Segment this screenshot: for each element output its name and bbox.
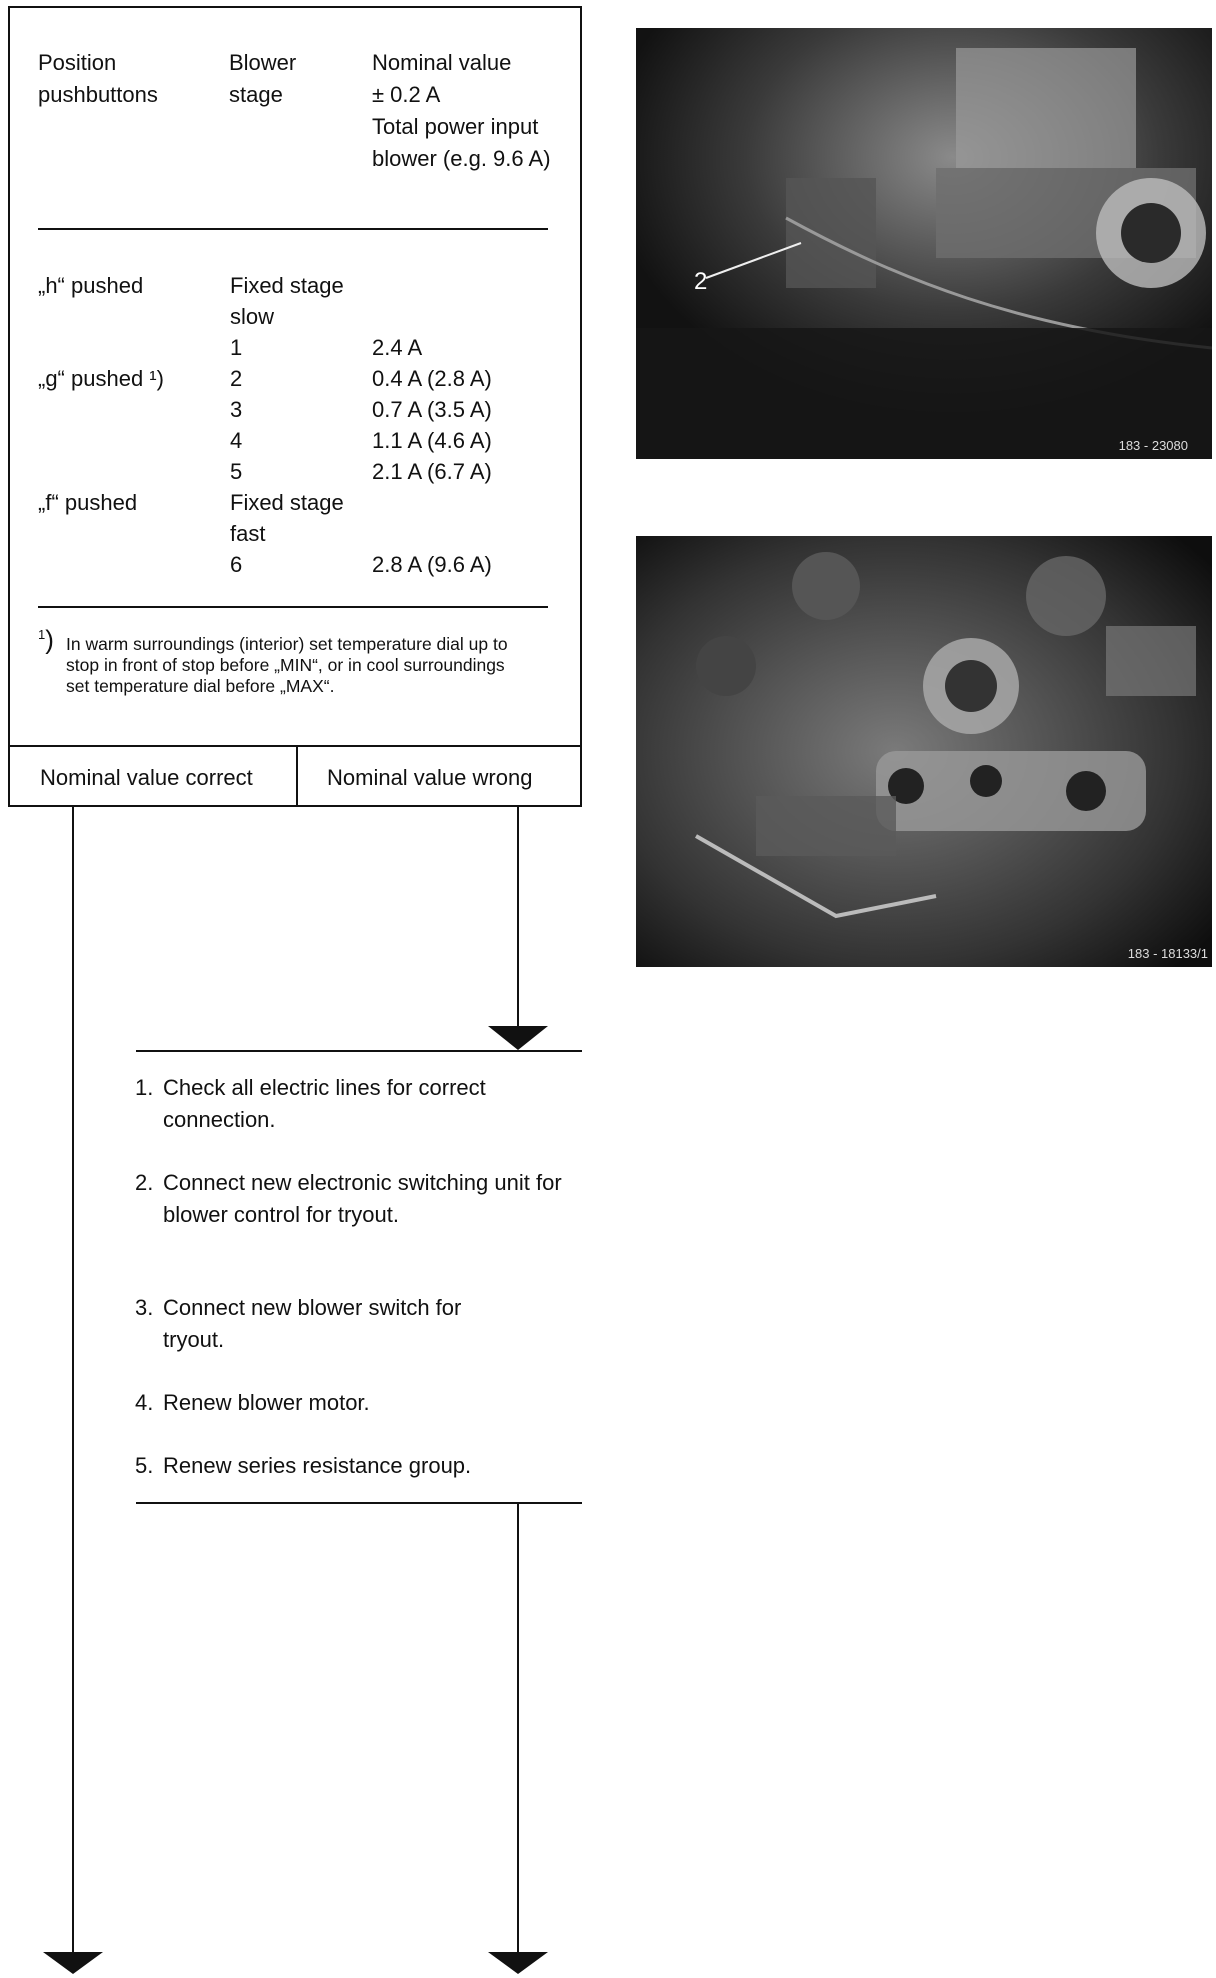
step-text: Renew series resistance group. [163,1453,472,1478]
header-stage-line1: Blower [229,50,297,75]
row-stage: Fixed stage [230,490,344,515]
row-value: 1.1 A (4.6 A) [372,428,492,453]
row-stage: 6 [230,552,243,577]
header-divider [38,228,548,230]
header-nominal-value [372,47,551,175]
step-number: 2. [135,1170,154,1195]
flow-line-wrong [517,807,519,1029]
photo-2-reference: 183 - 18133/1 [1127,946,1208,961]
header-position-line2: pushbuttons [38,82,158,107]
outcome-wrong-label: Nominal value wrong [327,765,533,790]
row-value: 0.4 A (2.8 A) [372,366,492,391]
footnote-divider [38,606,548,608]
arrow-head-correct-bottom [43,1952,103,1976]
step-item [135,1167,575,1231]
photo-2-image [636,536,1212,967]
flow-line-correct [72,807,74,1957]
footnote-marker: $^1$) [38,624,54,655]
header-nominal-line2: ± 0.2 A [372,82,441,107]
step-text: Connect new blower switch for tryout. [163,1295,462,1352]
photo-1-reference: 183 - 23080 [1118,438,1188,453]
step-item [135,1387,575,1419]
step-number: 4. [135,1390,154,1415]
step-text: Renew blower motor. [163,1390,370,1415]
row-value: 0.7 A (3.5 A) [372,397,492,422]
header-nominal-line3: Total power input [372,114,539,139]
row-position: „g“ pushed ¹) [38,366,164,391]
row-value: 2.4 A [372,335,423,360]
steps-top-rule [136,1050,582,1052]
header-blower-stage [229,47,296,111]
blower-photo-2 [636,536,1212,967]
footnote-text: In warm surroundings (interior) set temperature dial up to stop in front of stop before „MIN“, or in cool surroundings set temperature dial before „MAX“. [66,634,508,696]
blower-photo-1 [636,28,1212,459]
row-position: „f“ pushed [38,490,138,515]
step-item [135,1072,575,1136]
header-nominal-line4: blower (e.g. 9.6 A) [372,146,551,171]
step-text: Check all electric lines for correct connection. [163,1075,486,1132]
footnote-number: 1 [38,627,46,642]
step-number: 1. [135,1075,154,1100]
step-item [135,1292,575,1356]
flow-line-after-steps [517,1503,519,1957]
step-number: 3. [135,1295,154,1320]
row-stage: 1 [230,335,243,360]
header-position [38,47,158,111]
step-text: Connect new electronic switching unit for blower control for tryout. [163,1170,562,1227]
header-stage-line2: stage [229,82,283,107]
arrow-head-wrong [488,1026,548,1052]
header-nominal-line1: Nominal value [372,50,512,75]
row-stage: 3 [230,397,243,422]
row-stage: slow [230,304,275,329]
header-position-line1: Position [38,50,117,75]
step-item [135,1450,575,1482]
row-value: 2.8 A (9.6 A) [372,552,492,577]
row-stage: fast [230,521,266,546]
steps-bottom-rule [136,1502,582,1504]
outcome-correct-label: Nominal value correct [40,765,253,790]
row-stage: Fixed stage [230,273,344,298]
row-position: „h“ pushed [38,273,144,298]
photo-1-callout: 2 [694,268,708,295]
row-value: 2.1 A (6.7 A) [372,459,492,484]
row-stage: 2 [230,366,243,391]
photo-1-image [636,28,1212,459]
step-number: 5. [135,1453,154,1478]
row-stage: 5 [230,459,243,484]
arrow-head-wrong-bottom [488,1952,548,1976]
row-stage: 4 [230,428,243,453]
